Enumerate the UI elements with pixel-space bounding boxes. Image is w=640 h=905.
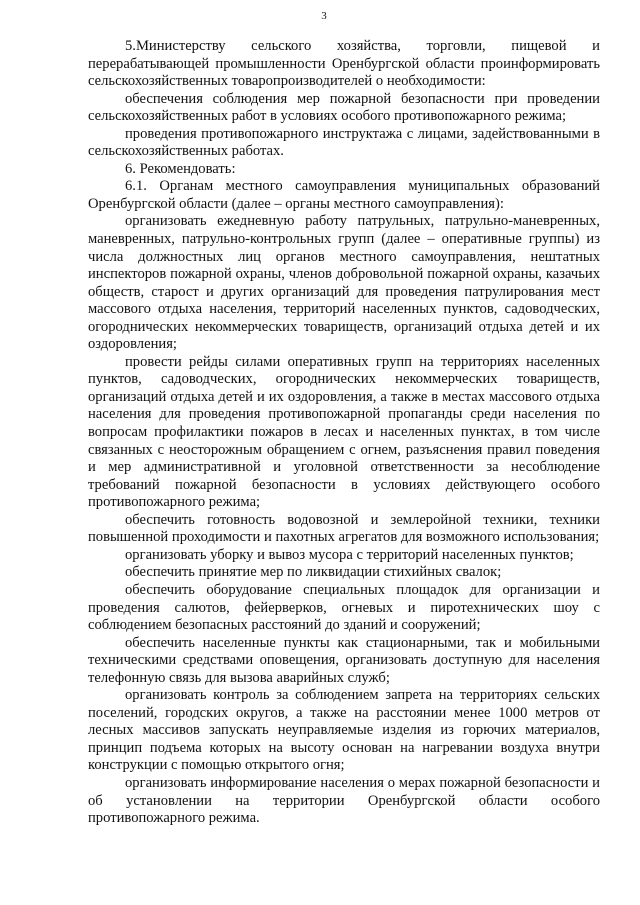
paragraph-garbage-removal: организовать уборку и вывоз мусора с территорий населенных пунктов; bbox=[125, 546, 574, 563]
paragraph-fire-safety-measures: обеспечения соблюдения мер пожарной безопасности при проведении сельскохозяйственных работ в условиях особого противопожарного режима; bbox=[88, 90, 600, 125]
paragraph-patrol-groups: организовать ежедневную работу патрульных, патрульно-маневренных, маневренных, патрульно-контрольных групп (далее – оперативные группы) из числа должностных лиц органов местного самоуправления, нештатных инспекторов пожарной охраны, членов добровольной пожарной охраны, казачьих обществ, старост и других организаций для проведения патрулирования мест массового отдыха населения, территорий населенных пунктов, садоводческих, огороднических некоммерческих товариществ, организаций отдыха детей и их оздоровления; bbox=[88, 213, 600, 353]
paragraph-fire-briefing: проведения противопожарного инструктажа с лицами, задействованными в сельскохозяйственных работах. bbox=[88, 125, 600, 160]
paragraph-public-information: организовать информирование населения о мерах пожарной безопасности и об установлении на территории Оренбургской области особого противопожарного режима. bbox=[88, 774, 600, 827]
paragraph-sky-lanterns-control: организовать контроль за соблюдением запрета на территориях сельских поселений, городских округов, а также на расстоянии менее 1000 метров от лесных массивов запускать неуправляемые изделия из горючих материалов, принцип подъема которых на высоту основан на нагревании воздуха внутри конструкции с помощью открытого огня; bbox=[88, 687, 600, 774]
paragraph-equipment-readiness: обеспечить готовность водовозной и землеройной техники, техники повышенной проходимости и пахотных агрегатов для возможного использования; bbox=[88, 511, 600, 546]
page-number: 3 bbox=[321, 10, 327, 22]
paragraph-item-6-1-local-authorities: 6.1. Органам местного самоуправления муниципальных образований Оренбургской области (далее – органы местного самоуправления): bbox=[88, 178, 600, 212]
paragraph-item-5-ministry: 5.Министерству сельского хозяйства, торговли, пищевой и перерабатывающей промышленности Оренбургской области проинформировать сельскохозяйственных товаропроизводителей о необходимости: bbox=[88, 38, 600, 90]
paragraph-fireworks-areas: обеспечить оборудование специальных площадок для организации и проведения салютов, фейерверков, огневых и пиротехнических шоу с соблюдением безопасных расстояний до зданий и сооружений; bbox=[88, 581, 600, 634]
paragraph-raids: провести рейды силами оперативных групп на территориях населенных пунктов, садоводческих, огороднических некоммерческих товариществ, организаций отдыха детей и их оздоровления, а также в местах массового отдыха населения для проведения противопожарной пропаганды среди населения по вопросам профилактики пожаров в лесах и населенных пунктах, в том числе связанных с неосторожным обращением с огнем, разъяснения правил поведения и мер административной и уголовной ответственности за несоблюдение требований пожарной безопасности в условиях действующего особого противопожарного режима; bbox=[88, 353, 600, 511]
paragraph-item-6-recommend: 6. Рекомендовать: bbox=[125, 160, 236, 177]
paragraph-illegal-dumps: обеспечить принятие мер по ликвидации стихийных свалок; bbox=[125, 564, 502, 581]
paragraph-warning-systems: обеспечить населенные пункты как стационарными, так и мобильными техническими средствами оповещения, организовать доступную для населения телефонную связь для вызова аварийных служб; bbox=[88, 634, 600, 686]
